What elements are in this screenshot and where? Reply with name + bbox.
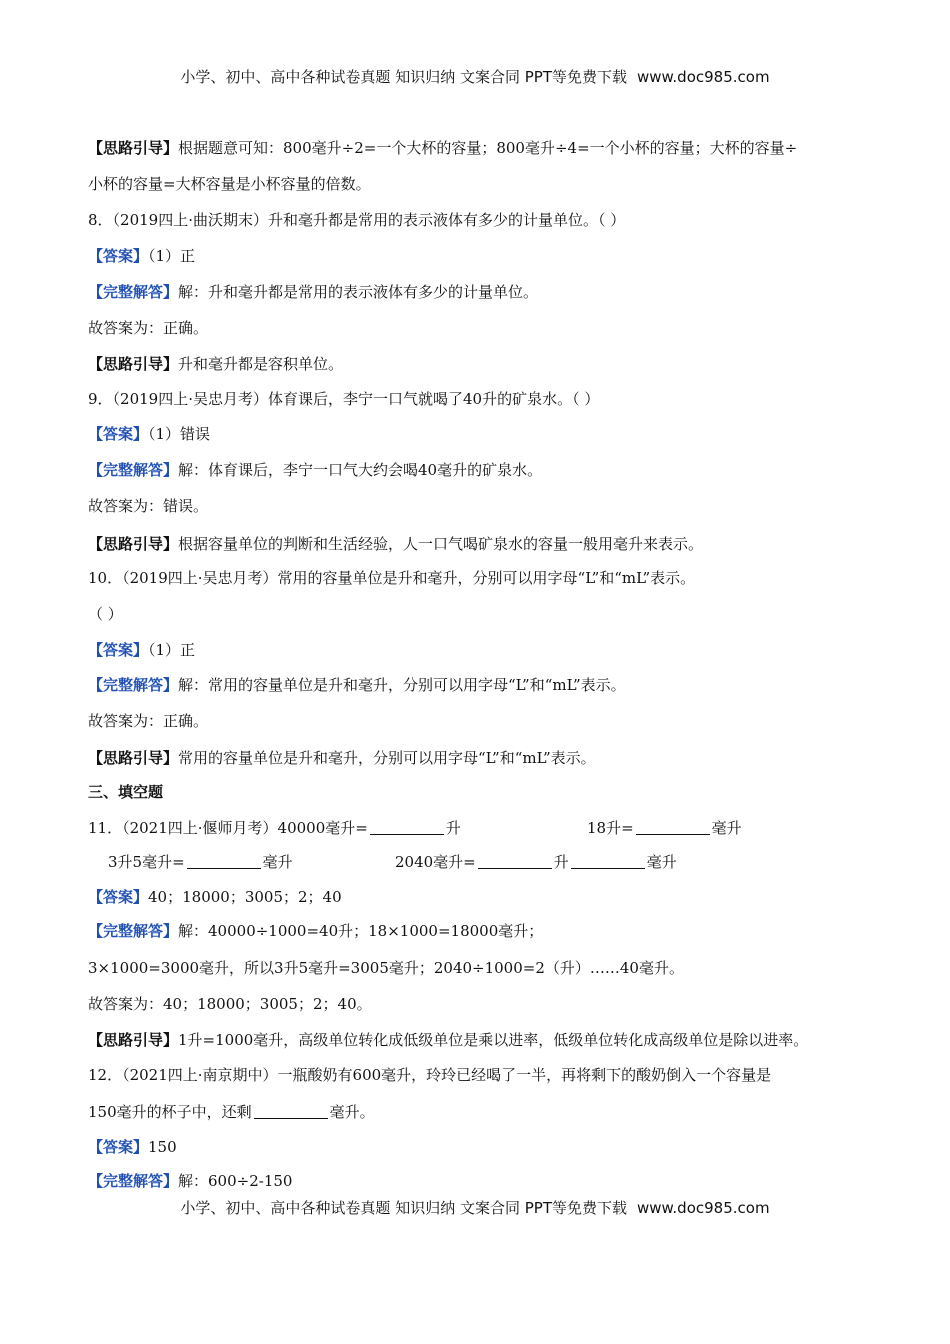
q11-hint: 【思路引导】1升=1000毫升，高级单位转化成低级单位是乘以进率，低级单位转化成高级单位是除以进率。 [88, 1031, 809, 1049]
q8-stem: 8．（2019四上·曲沃期末）升和毫升都是常用的表示液体有多少的计量单位。（ ） [88, 211, 626, 229]
answer-label: 【答案】 [88, 247, 149, 265]
hint-label: 【思路引导】 [88, 535, 179, 553]
q9-solution: 【完整解答】解：体育课后，李宁一口气大约会喝40毫升的矿泉水。 [88, 461, 543, 479]
q12-answer: 【答案】150 [88, 1138, 177, 1156]
q8-conclusion: 故答案为：正确。 [88, 319, 209, 337]
q8-answer: 【答案】（1）正 [88, 247, 196, 265]
q9-conclusion: 故答案为：错误。 [88, 497, 209, 515]
q11-line-1b: 18升= 毫升 [587, 819, 742, 837]
solution-label: 【完整解答】 [88, 461, 179, 479]
hint-label: 【思路引导】 [88, 1031, 179, 1049]
header-site[interactable]: www.doc985.com [636, 68, 770, 86]
q9-answer: 【答案】（1）错误 [88, 425, 211, 443]
q11-blank-3[interactable] [187, 854, 261, 869]
q10-stem-paren: （ ） [88, 605, 123, 623]
q9-hint: 【思路引导】根据容量单位的判断和生活经验，人一口气喝矿泉水的容量一般用毫升来表示。 [88, 535, 704, 553]
answer-label: 【答案】 [88, 641, 149, 659]
q10-solution: 【完整解答】解：常用的容量单位是升和毫升，分别可以用字母“L”和“mL”表示。 [88, 676, 626, 694]
answer-label: 【答案】 [88, 425, 149, 443]
hint-label: 【思路引导】 [88, 355, 179, 373]
answer-label: 【答案】 [88, 1138, 149, 1156]
q11-answer: 【答案】40；18000；3005；2；40 [88, 888, 342, 906]
solution-label: 【完整解答】 [88, 1172, 179, 1190]
q11-blank-1[interactable] [370, 820, 444, 835]
section-title: 三、填空题 [88, 783, 164, 801]
footer-text: 小学、初中、高中各种试卷真题 知识归纳 文案合同 PPT等免费下载 [180, 1199, 627, 1217]
q11-conclusion: 故答案为：40；18000；3005；2；40。 [88, 995, 372, 1013]
q8-hint: 【思路引导】升和毫升都是容积单位。 [88, 355, 344, 373]
q11-line-2b: 2040毫升= 升 毫升 [395, 853, 677, 871]
q11-solution-1: 【完整解答】解：40000÷1000=40升；18×1000=18000毫升； [88, 922, 544, 940]
prev-hint-line-1: 【思路引导】根据题意可知：800毫升÷2=一个大杯的容量；800毫升÷4=一个小杯的容量；大杯的容量÷ [88, 139, 798, 157]
q9-stem: 9．（2019四上·吴忠月考）体育课后，李宁一口气就喝了40升的矿泉水。（ ） [88, 390, 600, 408]
page-header [0, 66, 950, 87]
q8-solution: 【完整解答】解：升和毫升都是常用的表示液体有多少的计量单位。 [88, 283, 539, 301]
q11-solution-2: 3×1000=3000毫升，所以3升5毫升=3005毫升；2040÷1000=2（升）……40毫升。 [88, 959, 684, 977]
q11-blank-2[interactable] [636, 820, 710, 835]
q11-line-1: 11．（2021四上·偃师月考）40000毫升= 升 [88, 819, 461, 837]
q12-stem-1: 12．（2021四上·南京期中）一瓶酸奶有600毫升，玲玲已经喝了一半，再将剩下的酸奶倒入一个容量是 [88, 1066, 772, 1084]
hint-label: 【思路引导】 [88, 749, 179, 767]
prev-hint-line-2: 小杯的容量=大杯容量是小杯容量的倍数。 [88, 175, 371, 193]
q11-line-2: 3升5毫升= 毫升 [108, 853, 293, 871]
q10-conclusion: 故答案为：正确。 [88, 712, 209, 730]
q12-blank[interactable] [254, 1104, 328, 1119]
q10-stem: 10．（2019四上·吴忠月考）常用的容量单位是升和毫升，分别可以用字母“L”和“mL”表示。 [88, 569, 696, 587]
q12-stem-2: 150毫升的杯子中，还剩 毫升。 [88, 1103, 375, 1121]
header-text: 小学、初中、高中各种试卷真题 知识归纳 文案合同 PPT等免费下载 [180, 68, 627, 86]
solution-label: 【完整解答】 [88, 676, 179, 694]
q10-hint: 【思路引导】常用的容量单位是升和毫升，分别可以用字母“L”和“mL”表示。 [88, 749, 596, 767]
page-footer [0, 1197, 950, 1218]
solution-label: 【完整解答】 [88, 283, 179, 301]
q10-answer: 【答案】（1）正 [88, 641, 196, 659]
solution-label: 【完整解答】 [88, 922, 179, 940]
q11-blank-4[interactable] [478, 854, 552, 869]
hint-label: 【思路引导】 [88, 139, 179, 157]
q12-solution: 【完整解答】解：600÷2-150 [88, 1172, 293, 1190]
q11-blank-5[interactable] [571, 854, 645, 869]
footer-site[interactable]: www.doc985.com [636, 1199, 770, 1217]
answer-label: 【答案】 [88, 888, 149, 906]
